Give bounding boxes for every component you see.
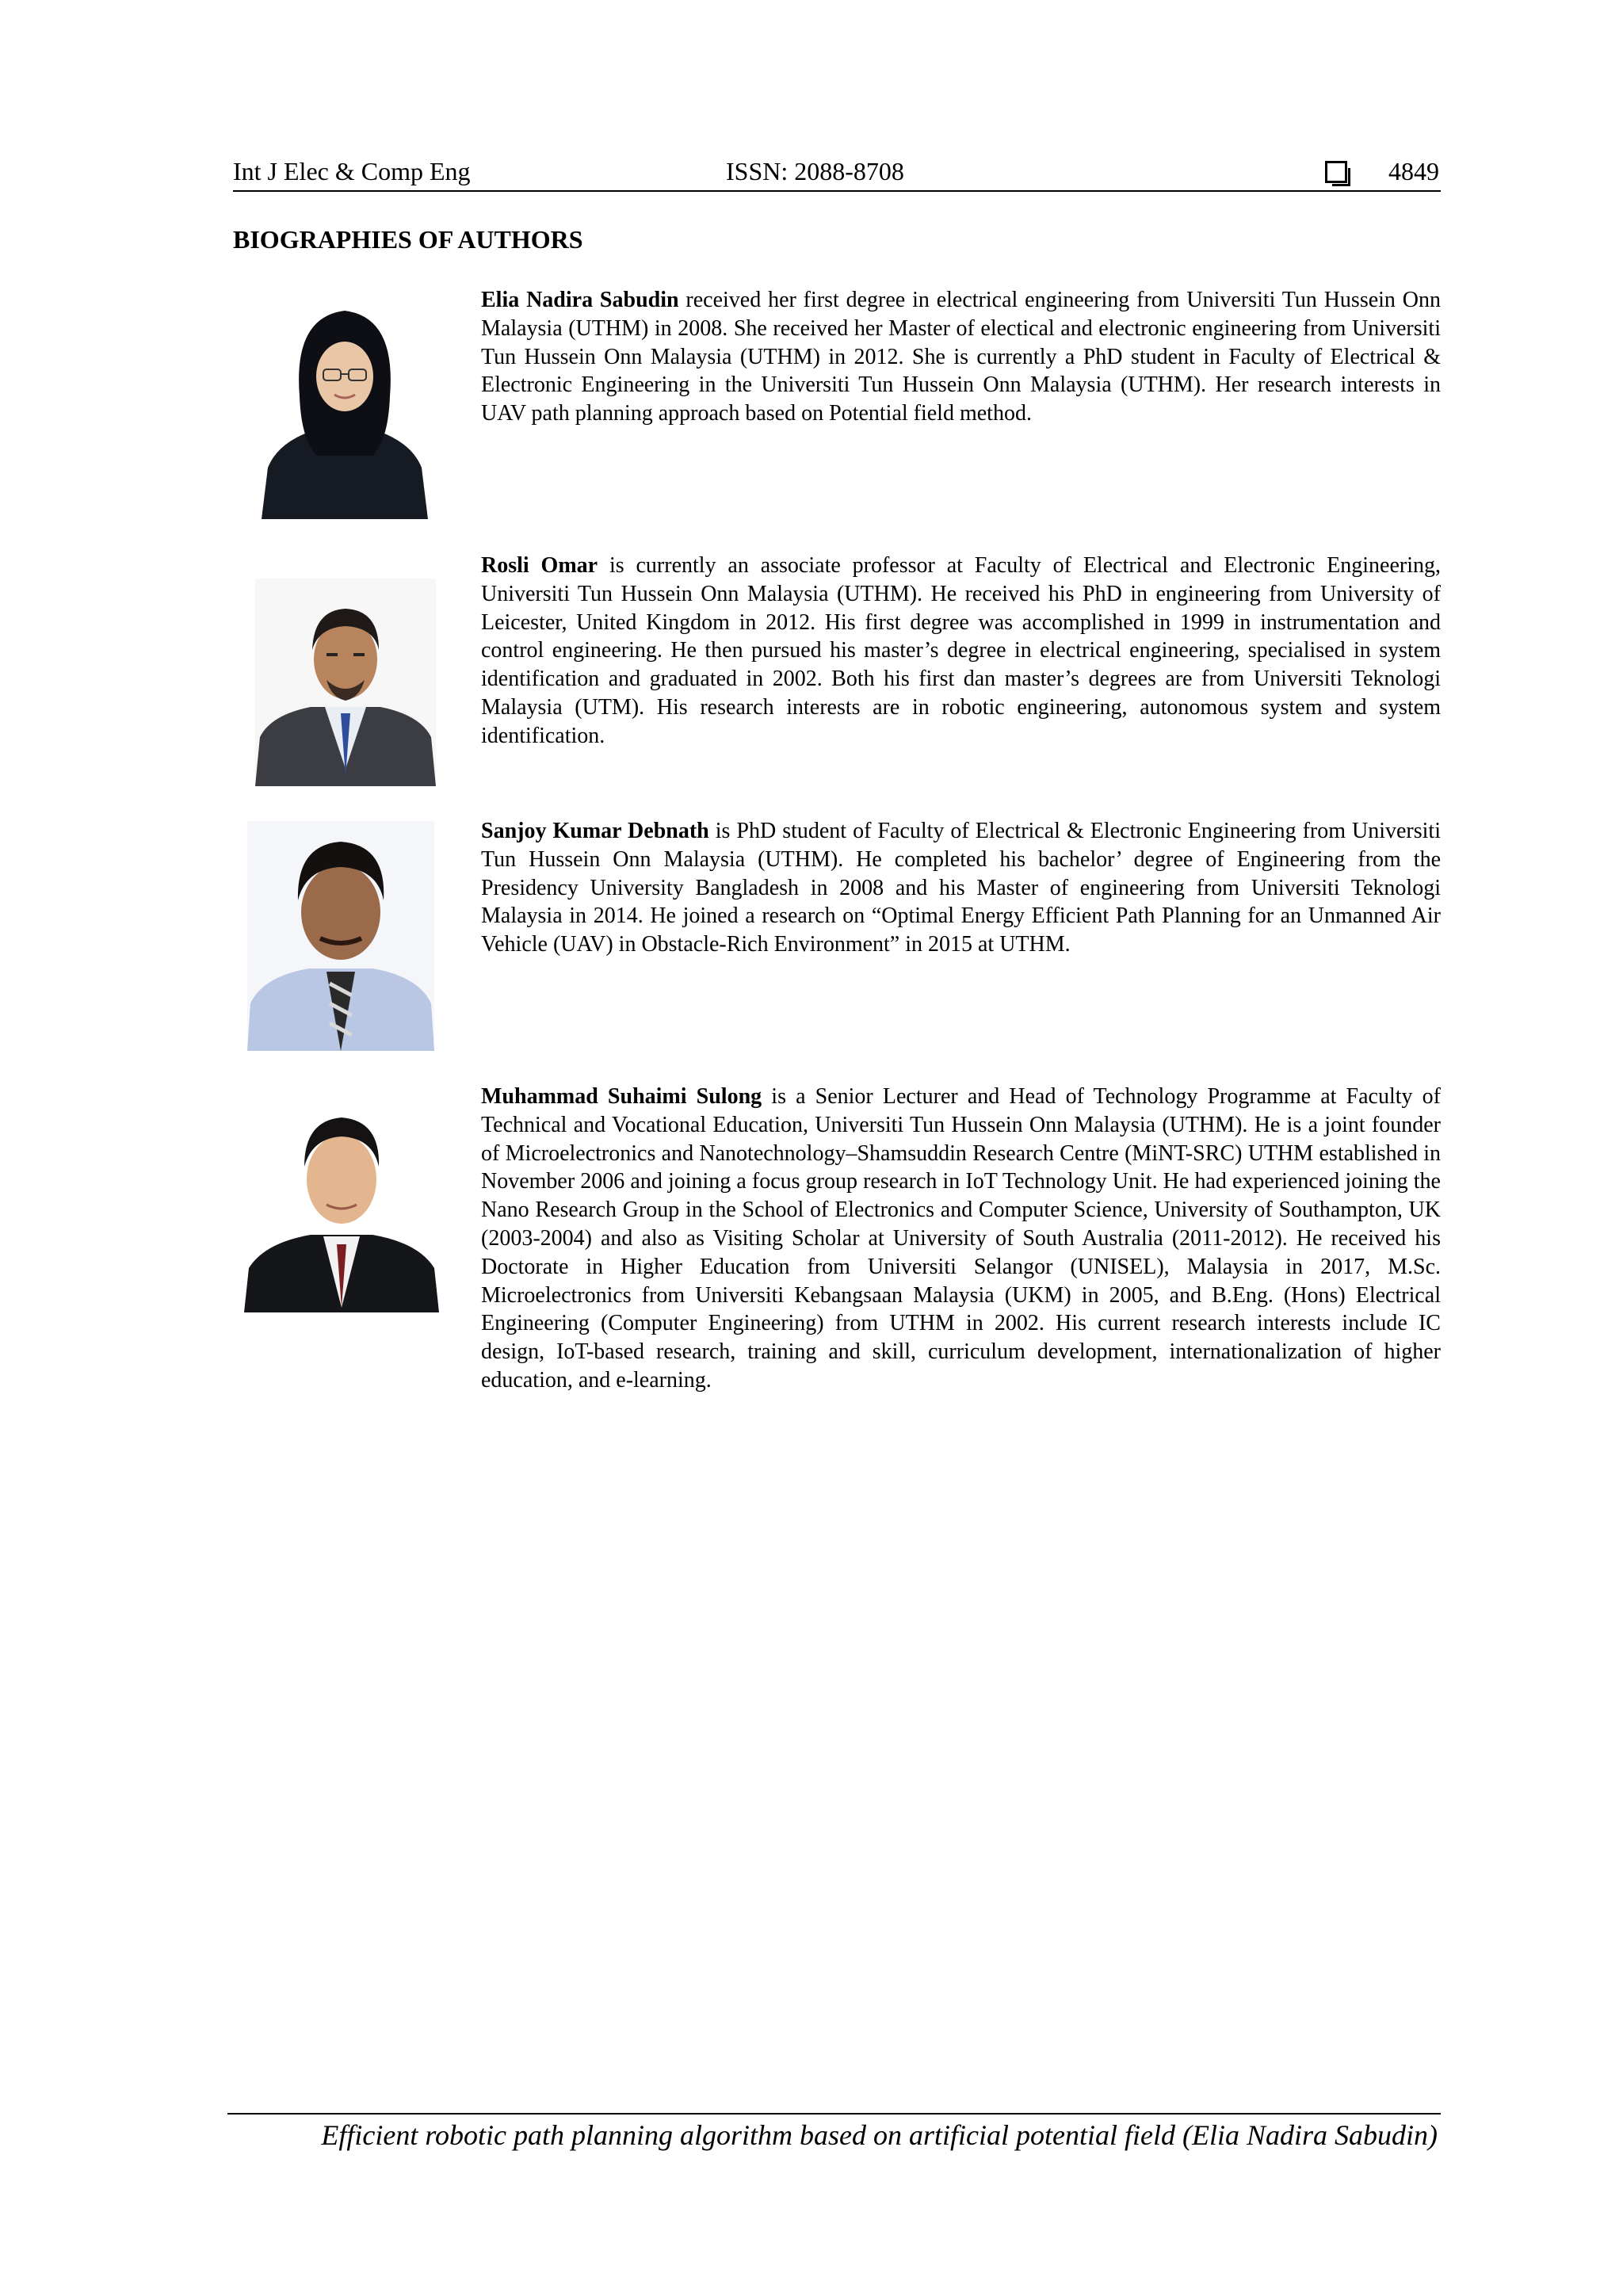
author-bio <box>481 1083 1441 1395</box>
issn: ISSN: 2088-8708 <box>726 157 904 185</box>
author-bio <box>481 817 1441 959</box>
running-header <box>233 152 1441 192</box>
author-bio-text: is PhD student of Faculty of Electrical & Electronic Engineering from Universiti Tun Hussein Onn Malaysia (UTHM). He completed his bachelor’ degree of Engineering from the Presidency University Bangladesh in 2008 and his Master of engineering from Universiti Teknologi Malaysia in 2014. He joined a research on “Optimal Energy Efficient Path Planning for an Unmanned Air Vehicle (UAV) in Obstacle-Rich Environment” in 2015 at UTHM. <box>481 819 1441 957</box>
author-photo-elia-nadira-sabudin <box>262 301 428 519</box>
author-photo-sanjoy-kumar-debnath <box>247 821 434 1051</box>
author-name: Elia Nadira Sabudin <box>481 288 679 312</box>
footer-rule <box>227 2113 1441 2115</box>
section-title: BIOGRAPHIES OF AUTHORS <box>233 225 583 254</box>
author-bio-text: is a Senior Lecturer and Head of Technology Programme at Faculty of Technical and Vocational Education, Universiti Tun Hussein Onn Malaysia (UTHM). He is a joint founder of Microelectronics and Nanotechnology–Shamsuddin Research Centre (MiNT-SRC) UTHM established in November 2006 and joining a focus group research in IoT Technology Unit. He had experienced joining the Nano Research Group in the School of Electronics and Computer Science, University of Southampton, UK (2003-2004) and also as Visiting Scholar at University of South Australia (2011-2012). He received his Doctorate in Higher Education from Universiti Selangor (UNISEL), Malaysia in 2017, M.Sc. Microelectronics from Universiti Kebangsaan Malaysia (UKM) in 2005, and B.Eng. (Hons) Electrical Engineering (Computer Engineering) from UTHM in 2002. His current research interests include IC design, IoT-based research, training and skill, curriculum development, internationalization of higher education, and e-learning. <box>481 1084 1442 1392</box>
author-name: Rosli Omar <box>481 553 598 578</box>
author-bio-text: received her first degree in electrical engineering from Universiti Tun Hussein Onn Malaysia (UTHM) in 2008. She received her Master of electical and electronic engineering from Universiti Tun Hussein Onn Malaysia (UTHM) in 2012. She is currently a PhD student in Faculty of Electrical & Electronic Engineering in the Universiti Tun Hussein Onn Malaysia (UTHM). Her research interests in UAV path planning approach based on Potential field method. <box>481 288 1442 426</box>
running-footer: Efficient robotic path planning algorithm based on artificial potential field (Elia Nadira Sabudin) <box>321 2119 1438 2151</box>
author-name: Muhammad Suhaimi Sulong <box>481 1084 762 1109</box>
author-bio <box>481 286 1441 428</box>
author-photo-muhammad-suhaimi-sulong <box>244 1094 439 1312</box>
author-bio <box>481 552 1441 751</box>
author-photo-rosli-omar <box>255 579 436 786</box>
page-number: 4849 <box>1388 157 1439 185</box>
journal-name: Int J Elec & Comp Eng <box>233 157 471 185</box>
author-bio-text: is currently an associate professor at Faculty of Electrical and Electronic Engineering, Universiti Tun Hussein Onn Malaysia (UTHM). He received his PhD in engineering from University of Leicester, United Kingdom in 2012. His first degree was accomplished in 1999 in instrumentation and control engineering. He then pursued his master’s degree in electrical engineering, specialised in system identification and graduated in 2002. Both his first dan master’s degrees are from Universiti Teknologi Malaysia (UTM). His research interests are in robotic engineering, autonomous system and system identification. <box>481 553 1441 748</box>
square-bullet-icon <box>1325 161 1347 183</box>
author-name: Sanjoy Kumar Debnath <box>481 819 709 843</box>
